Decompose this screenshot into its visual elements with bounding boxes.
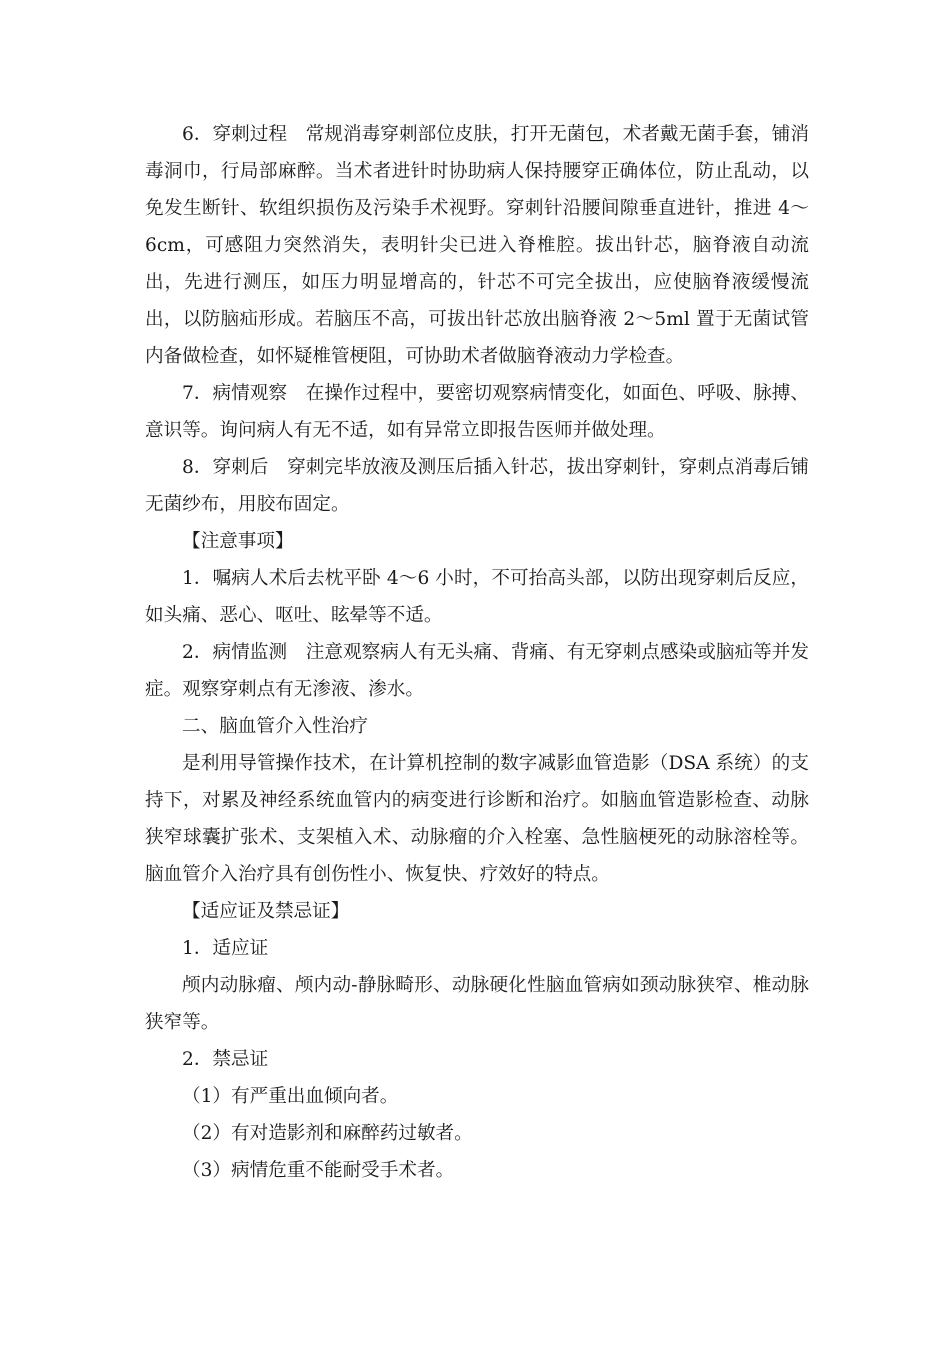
subheading-contraindications: 2．禁忌证: [182, 1049, 269, 1070]
list-item-contraindication-3: （3）病情危重不能耐受手术者。: [182, 1160, 455, 1181]
paragraph-text: 常规消毒穿刺部位皮肤，打开无菌包，术者戴无菌手套，铺消毒洞巾，行局部麻醉。当术者进针时协助病人保持腰穿正确体位，防止乱动，以免发生断针、软组织损伤及污染手术视野。穿刺针沿腰间隙垂直进针，推进 4～6cm，可感阻力突然消失，表明针尖已进入脊椎腔。拔出针芯，脑脊液自动流出，先进行测压，如压力明显增高的，针芯不可完全拔出，应使脑脊液缓慢流出，以防脑疝形成。若脑压不高，可拔出针芯放出脑脊液 2～5ml 置于无菌试管内备做检查，如怀疑椎管梗阻，可协助术者做脑脊液动力学检查。: [145, 124, 809, 367]
paragraph-interventional-intro: 是利用导管操作技术，在计算机控制的数字减影血管造影（DSA 系统）的支持下，对累及神经系统血管内的病变进行诊断和治疗。如脑血管造影检查、动脉狭窄球囊扩张术、支架植入术、动脉瘤的介入栓塞、急性脑梗死的动脉溶栓等。脑血管介入治疗具有创伤性小、恢复快、疗效好的特点。: [145, 753, 809, 885]
document-page: [145, 116, 809, 1189]
paragraph-indications: 颅内动脉瘤、颅内动-静脉畸形、动脉硬化性脑血管病如颈动脉狭窄、椎动脉狭窄等。: [145, 975, 809, 1033]
section-heading-interventional: 二、脑血管介入性治疗: [182, 716, 368, 737]
paragraph-text: 在操作过程中，要密切观察病情变化，如面色、呼吸、脉搏、意识等。询问病人有无不适，如有异常立即报告医师并做处理。: [145, 383, 809, 441]
paragraph-puncture-process: [145, 116, 809, 375]
step-label: 7．病情观察: [182, 383, 288, 404]
paragraph-after-puncture: [145, 449, 809, 523]
step-label: 2．病情监测: [182, 642, 288, 663]
paragraph-text: 穿刺完毕放液及测压后插入针芯，拔出穿刺针，穿刺点消毒后铺无菌纱布，用胶布固定。: [145, 457, 809, 515]
paragraph-condition-monitoring: [145, 634, 809, 708]
paragraph-condition-observation: [145, 375, 809, 449]
step-label: 8．穿刺后: [182, 457, 269, 478]
list-item-contraindication-2: （2）有对造影剂和麻醉药过敏者。: [182, 1123, 473, 1144]
step-label: 6．穿刺过程: [182, 124, 288, 145]
paragraph-precaution-1: 1．嘱病人术后去枕平卧 4～6 小时，不可抬高头部，以防出现穿刺后反应，如头痛、恶心、呕吐、眩晕等不适。: [145, 568, 809, 626]
subheading-indications: 1．适应证: [182, 938, 269, 959]
section-heading-precautions: 【注意事项】: [182, 531, 294, 552]
section-heading-indications: 【适应证及禁忌证】: [182, 901, 350, 922]
list-item-contraindication-1: （1）有严重出血倾向者。: [182, 1086, 399, 1107]
paragraph-text: 注意观察病人有无头痛、背痛、有无穿刺点感染或脑疝等并发症。观察穿刺点有无渗液、渗水。: [145, 642, 809, 700]
